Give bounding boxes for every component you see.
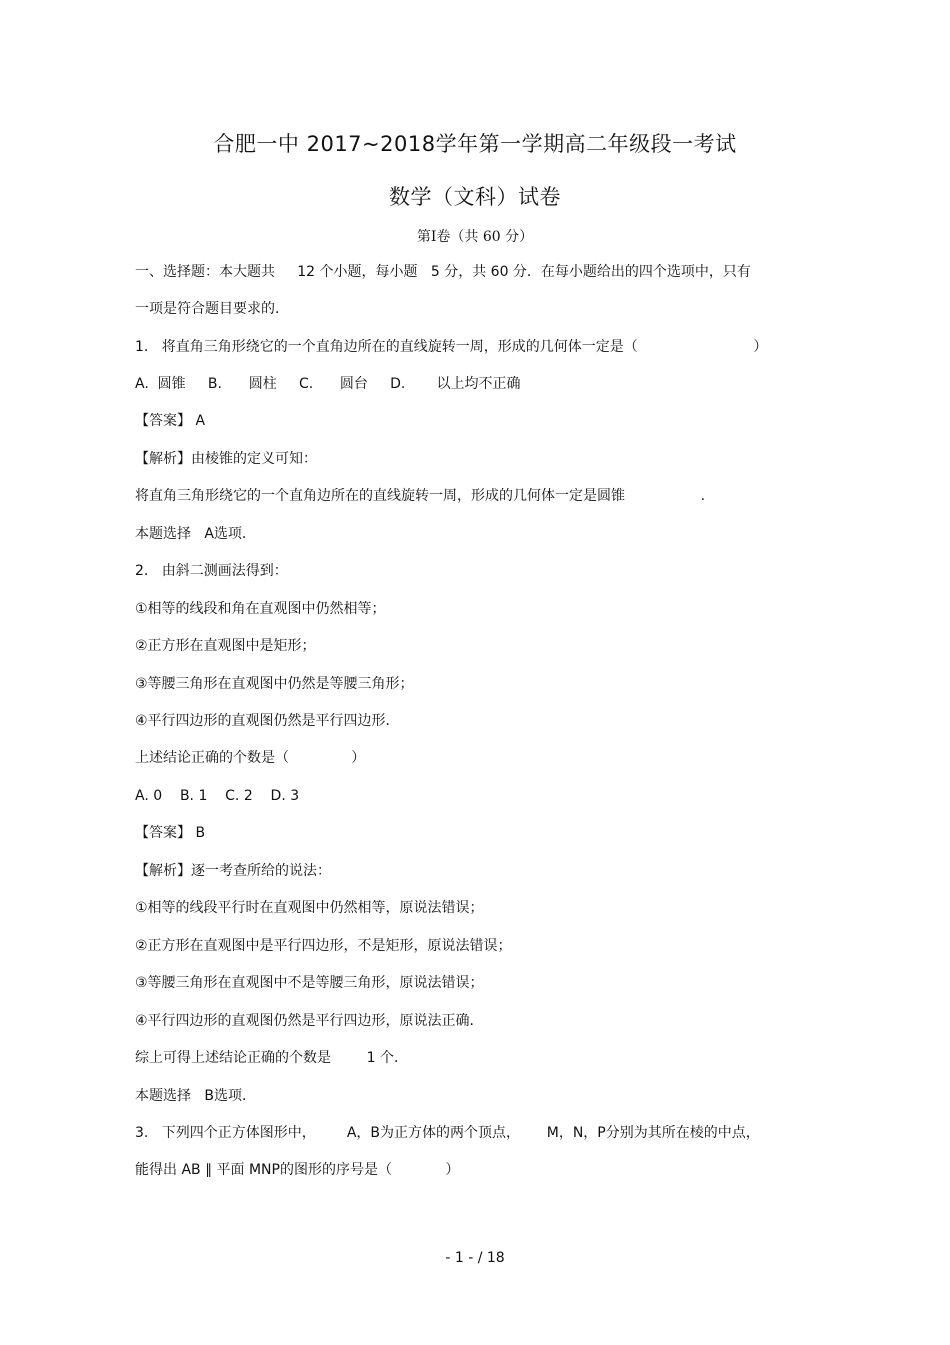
- question-2-options: A. 0 B. 1 C. 2 D. 3: [135, 788, 300, 804]
- page-number: - 1 - / 18: [445, 1250, 505, 1266]
- question-2-analysis-1: ①相等的线段平行时在直观图中仍然相等，原说法错误；: [135, 900, 484, 916]
- section-heading: 第Ⅰ卷（共 60 分）: [416, 229, 534, 245]
- question-2-conclusion: 综上可得上述结论正确的个数是 1 个．: [135, 1050, 408, 1066]
- question-1-answer: 【答案】 A: [135, 413, 206, 429]
- question-2-statement-1: ①相等的线段和角在直观图中仍然相等；: [135, 601, 386, 617]
- question-1-analysis-detail: 将直角三角形绕它的一个直角边所在的直线旋转一周，形成的几何体一定是圆锥 .: [135, 488, 706, 504]
- question-2-analysis: 【解析】逐一考查所给的说法：: [135, 863, 331, 879]
- instruction-line-2: 一项是符合题目要求的．: [135, 301, 289, 317]
- question-2-prompt: 上述结论正确的个数是（ ）: [135, 750, 366, 766]
- question-2-statement-4: ④平行四边形的直观图仍然是平行四边形．: [135, 713, 400, 729]
- question-1-options: A. 圆锥 B. 圆柱 C. 圆台 D. 以上均不正确: [135, 376, 521, 392]
- question-1-stem: 1. 将直角三角形绕它的一个直角边所在的直线旋转一周，形成的几何体一定是（ ）: [135, 339, 768, 355]
- question-1-choice: 本题选择 A选项．: [135, 526, 256, 542]
- question-2-statement-2: ②正方形在直观图中是矩形；: [135, 638, 316, 654]
- question-2-analysis-4: ④平行四边形的直观图仍然是平行四边形，原说法正确．: [135, 1013, 484, 1029]
- question-2-analysis-2: ②正方形在直观图中是平行四边形，不是矩形，原说法错误；: [135, 938, 512, 954]
- question-2-choice: 本题选择 B选项．: [135, 1088, 256, 1104]
- instruction-line-1: 一、选择题：本大题共 12 个小题，每小题 5 分，共 60 分．在每小题给出的四个选项中，只有: [135, 264, 751, 280]
- question-2-statement-3: ③等腰三角形在直观图中仍然是等腰三角形；: [135, 676, 414, 692]
- question-1-analysis: 【解析】由棱锥的定义可知：: [135, 451, 317, 467]
- exam-subtitle: 数学（文科）试卷: [389, 185, 561, 209]
- question-3-stem: 3. 下列四个正方体图形中， A，B为正方体的两个顶点， M，N，P分别为其所在棱的中点，: [135, 1125, 760, 1141]
- question-2-stem: 2. 由斜二测画法得到：: [135, 563, 288, 579]
- question-2-answer: 【答案】 B: [135, 825, 206, 841]
- question-3-stem-continued: 能得出 AB ∥ 平面 MNP的图形的序号是（ ）: [135, 1162, 460, 1178]
- exam-title: 合肥一中 2017~2018学年第一学期高二年级段一考试: [213, 132, 737, 156]
- question-2-analysis-3: ③等腰三角形在直观图中不是等腰三角形，原说法错误；: [135, 975, 484, 991]
